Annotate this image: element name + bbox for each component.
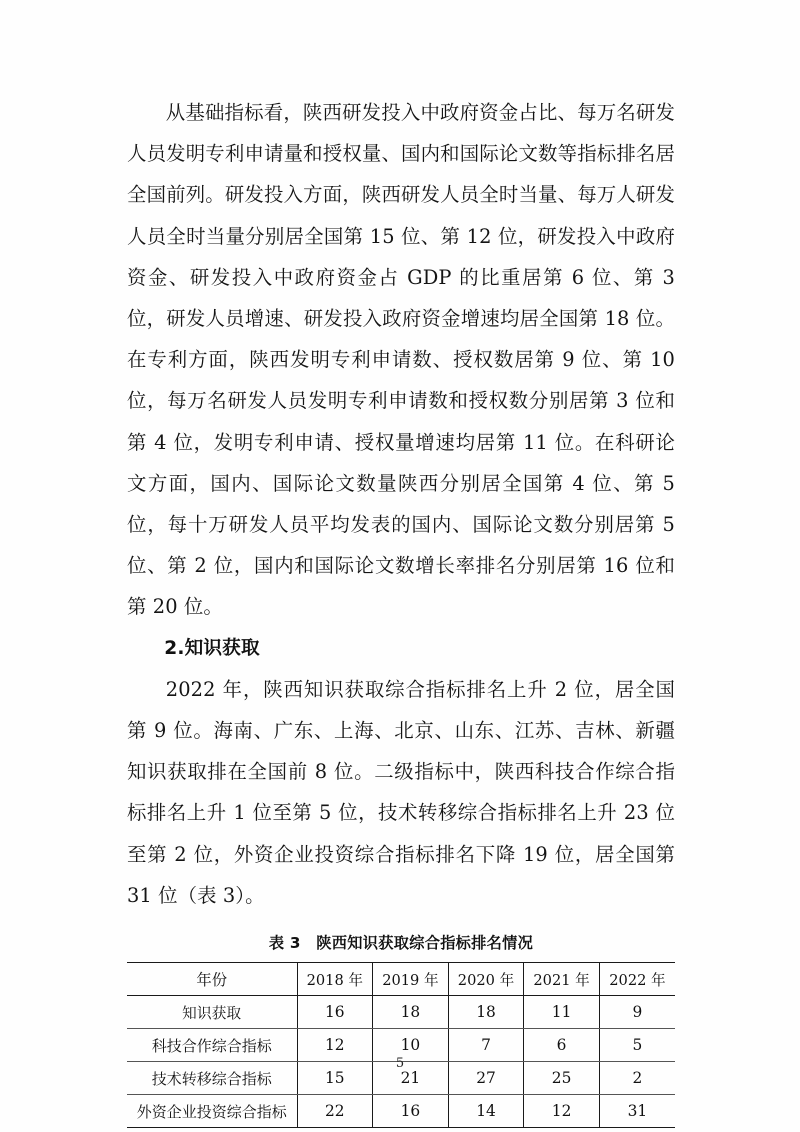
knowledge-acquisition-ranking-table	[127, 962, 675, 1128]
column-header-year-label: 年份	[127, 963, 297, 996]
page-content	[127, 92, 675, 1128]
cell-value: 10	[373, 1029, 449, 1062]
cell-value: 12	[524, 1095, 600, 1128]
column-header-2022: 2022 年	[599, 963, 675, 996]
cell-value: 2	[599, 1062, 675, 1095]
cell-value: 6	[524, 1029, 600, 1062]
cell-value: 18	[373, 996, 449, 1029]
section-heading-knowledge-acquisition: 2.知识获取	[164, 637, 260, 659]
cell-value: 25	[524, 1062, 600, 1095]
cell-value: 31	[599, 1095, 675, 1128]
page-number: 5	[395, 1056, 405, 1071]
column-header-2019: 2019 年	[373, 963, 449, 996]
cell-value: 18	[448, 996, 524, 1029]
cell-value: 22	[297, 1095, 373, 1128]
table-header-row	[127, 963, 675, 996]
cell-value: 16	[297, 996, 373, 1029]
table-row	[127, 996, 675, 1029]
column-header-2021: 2021 年	[524, 963, 600, 996]
table-row	[127, 1095, 675, 1128]
row-label-sci-tech-cooperation: 科技合作综合指标	[127, 1029, 297, 1062]
cell-value: 7	[448, 1029, 524, 1062]
paragraph-knowledge-acquisition: 2022 年，陕西知识获取综合指标排名上升 2 位，居全国第 9 位。海南、广东、上海、北京、山东、江苏、吉林、新疆知识获取排在全国前 8 位。二级指标中，陕西科技合作综合指标排名上升 1 位至第 5 位，技术转移综合指标排名上升 23 位至第 2 位，外资企业投资综合指标排名下降 19 位，居全国第 31 位（表 3）。	[127, 677, 675, 907]
column-header-2020: 2020 年	[448, 963, 524, 996]
table-block	[127, 932, 675, 1128]
row-label-foreign-investment: 外资企业投资综合指标	[127, 1095, 297, 1128]
cell-value: 9	[599, 996, 675, 1029]
cell-value: 11	[524, 996, 600, 1029]
cell-value: 16	[373, 1095, 449, 1128]
cell-value: 12	[297, 1029, 373, 1062]
cell-value: 27	[448, 1062, 524, 1095]
paragraph-basic-indicators: 从基础指标看，陕西研发投入中政府资金占比、每万名研发人员发明专利申请量和授权量、国内和国际论文数等指标排名居全国前列。研发投入方面，陕西研发人员全时当量、每万人研发人员全时当量分别居全国第 15 位、第 12 位，研发投入中政府资金、研发投入中政府资金占 GDP 的比重居第 6 位、第 3 位，研发人员增速、研发投入政府资金增速均居全国第 18 位。在专利方面，陕西发明专利申请数、授权数居第 9 位、第 10 位，每万名研发人员发明专利申请数和授权数分别居第 3 位和第 4 位，发明专利申请、授权量增速均居第 11 位。在科研论文方面，国内、国际论文数量陕西分别居全国第 4 位、第 5 位，每十万研发人员平均发表的国内、国际论文数分别居第 5 位、第 2 位，国内和国际论文数增长率排名分别居第 16 位和第 20 位。	[127, 101, 675, 619]
table-caption: 表 3 陕西知识获取综合指标排名情况	[268, 934, 534, 953]
cell-value: 15	[297, 1062, 373, 1095]
row-label-knowledge-acquisition: 知识获取	[127, 996, 297, 1029]
cell-value: 5	[599, 1029, 675, 1062]
cell-value: 14	[448, 1095, 524, 1128]
row-label-technology-transfer: 技术转移综合指标	[127, 1062, 297, 1095]
column-header-2018: 2018 年	[297, 963, 373, 996]
cell-value: 21	[373, 1062, 449, 1095]
